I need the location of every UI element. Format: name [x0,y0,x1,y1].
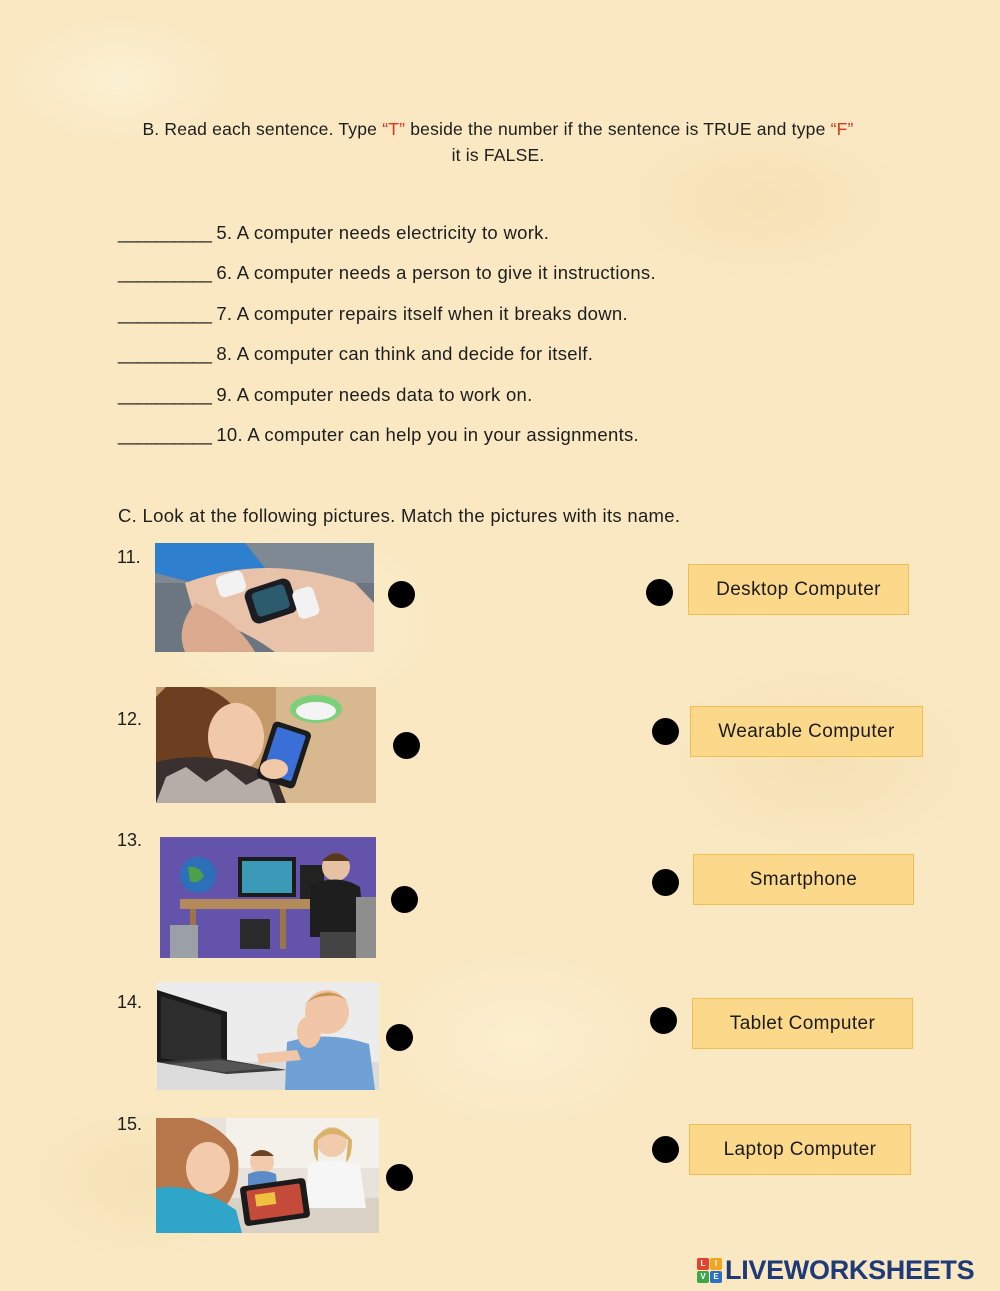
answer-blank[interactable]: __________ [118,262,211,283]
question-text: 7. A computer repairs itself when it breaks down. [210,303,628,324]
label-tablet-computer[interactable]: Tablet Computer [692,998,913,1049]
tf-question-7 [118,303,628,325]
answer-blank[interactable]: __________ [118,303,211,324]
picture-12-match-dot[interactable] [393,732,420,759]
question-text: 10. A computer can help you in your assignments. [210,424,639,445]
logo-wordmark: LIVEWORKSHEETS [725,1255,975,1285]
label-wearable-match-dot[interactable] [652,718,679,745]
question-text: 9. A computer needs data to work on. [210,384,533,405]
instructions-text-middle: beside the number if the sentence is TRUE and type [405,119,831,139]
question-text: 5. A computer needs electricity to work. [210,222,550,243]
item-number-11: 11. [117,547,141,567]
item-number-13: 13. [117,830,143,850]
instructions-line-1 [100,116,896,142]
false-marker: “F” [830,119,854,139]
answer-blank[interactable]: __________ [118,222,211,243]
tablet-illustration [156,1118,379,1233]
logo-mark-e: E [710,1271,722,1283]
label-smartphone[interactable]: Smartphone [693,854,914,905]
desktop-picture [160,837,376,958]
desktop-illustration [160,837,376,958]
label-desktop-computer[interactable]: Desktop Computer [688,564,909,615]
true-marker: “T” [382,119,406,139]
logo-mark-l: L [697,1258,709,1270]
smartwatch-illustration [155,543,374,652]
logo-mark-v: V [697,1271,709,1283]
question-text: 8. A computer can think and decide for itself. [210,343,594,364]
tf-question-8 [118,343,593,365]
liveworksheets-logo [697,1255,974,1286]
logo-mark-i: I [710,1258,722,1270]
tf-question-5 [118,222,549,244]
tf-question-6 [118,262,656,284]
laptop-picture [157,982,379,1090]
label-wearable-computer[interactable]: Wearable Computer [690,706,923,757]
picture-11-match-dot[interactable] [388,581,415,608]
tablet-picture [156,1118,379,1233]
label-smartphone-match-dot[interactable] [652,869,679,896]
picture-13-match-dot[interactable] [391,886,418,913]
smartphone-illustration [156,687,376,803]
label-laptop-match-dot[interactable] [652,1136,679,1163]
tf-question-10 [118,424,639,446]
picture-14-match-dot[interactable] [386,1024,413,1051]
picture-15-match-dot[interactable] [386,1164,413,1191]
laptop-illustration [157,982,379,1090]
item-number-15: 15. [117,1114,143,1134]
item-number-14: 14. [117,992,143,1012]
section-c-instructions: C. Look at the following pictures. Match the pictures with its name. [118,505,681,526]
instructions-text-start: B. Read each sentence. Type [142,119,383,139]
liveworksheets-logo-icon [697,1258,722,1283]
answer-blank[interactable]: __________ [118,343,211,364]
tf-question-9 [118,384,533,406]
answer-blank[interactable]: __________ [118,424,211,445]
smartwatch-picture [155,543,374,652]
instructions-line-2: it is FALSE. [451,145,545,165]
question-text: 6. A computer needs a person to give it instructions. [210,262,656,283]
item-number-12: 12. [117,709,143,729]
smartphone-picture [156,687,376,803]
label-desktop-match-dot[interactable] [646,579,673,606]
label-tablet-match-dot[interactable] [650,1007,677,1034]
label-laptop-computer[interactable]: Laptop Computer [689,1124,911,1175]
answer-blank[interactable]: __________ [118,384,211,405]
section-b-instructions [100,116,896,168]
